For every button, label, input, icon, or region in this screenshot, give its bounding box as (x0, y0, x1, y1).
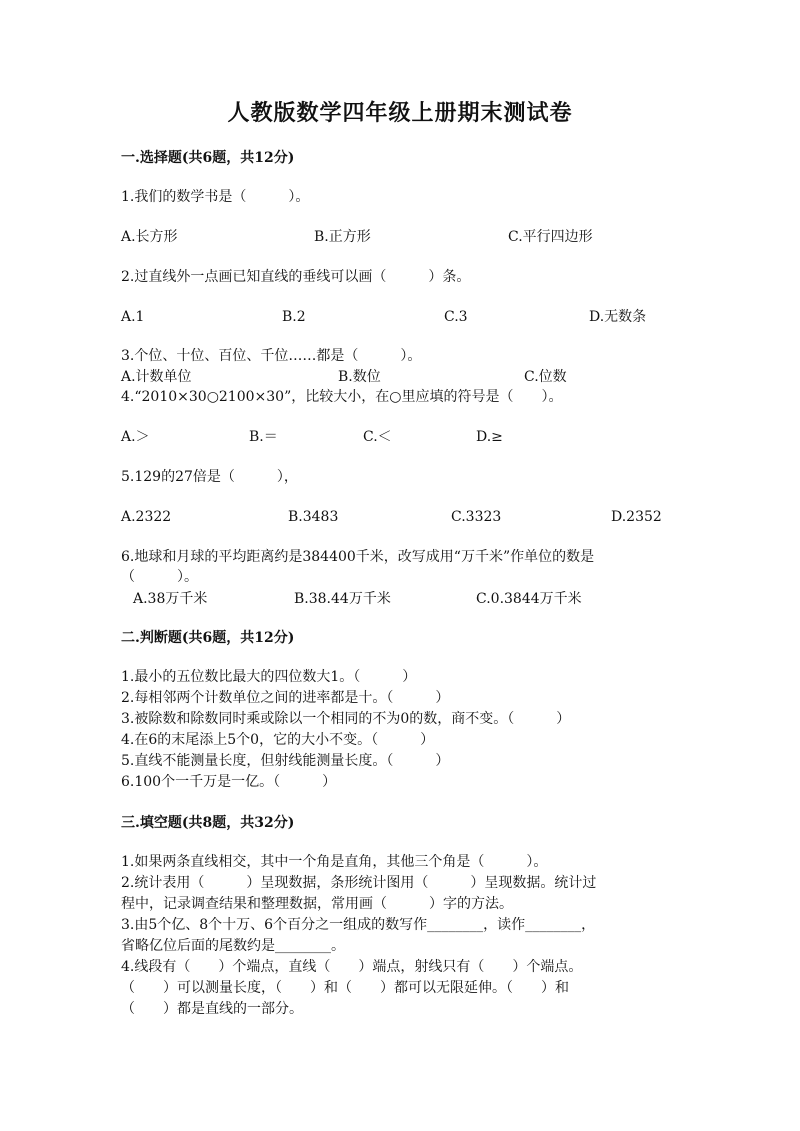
question-stem: 4.“2010×30○2100×30”，比较大小，在○里应填的符号是（ ）。 (121, 389, 563, 405)
option: A.1 (121, 309, 145, 325)
option: C.0.3844万千米 (476, 591, 582, 607)
fill-blank-line: 4.线段有（ ）个端点，直线（ ）端点，射线只有（ ）个端点。 (121, 959, 583, 975)
option: C.＜ (363, 429, 392, 445)
question-stem: 3.个位、十位、百位、千位……都是（ ）。 (121, 348, 422, 364)
option: A.计数单位 (121, 369, 192, 385)
option: D.≥ (476, 429, 503, 445)
option: B.2 (282, 309, 306, 325)
question-stem: 5.129的27倍是（ ）， (121, 469, 298, 485)
judgement-item: 1.最小的五位数比最大的四位数大1。（ ） (121, 669, 417, 685)
judgement-item: 3.被除数和除数同时乘或除以一个相同的不为0的数，商不变。（ ） (121, 711, 571, 727)
judgement-item: 2.每相邻两个计数单位之间的进率都是十。（ ） (121, 690, 450, 706)
judgement-item: 5.直线不能测量长度，但射线能测量长度。（ ） (121, 753, 450, 769)
question-stem-continued: （ ）。 (121, 569, 198, 585)
question-stem: 2.过直线外一点画已知直线的垂线可以画（ ）条。 (121, 269, 471, 285)
option: B.＝ (249, 429, 278, 445)
question-stem: 6.地球和月球的平均距离约是384400千米，改写成用“万千米”作单位的数是 (121, 549, 595, 565)
option: D.无数条 (589, 309, 647, 325)
section-heading-choice: 一.选择题(共6题，共12分) (121, 150, 295, 166)
option: C.位数 (524, 369, 567, 385)
fill-blank-line: 2.统计表用（ ）呈现数据，条形统计图用（ ）呈现数据。统计过 (121, 875, 597, 891)
judgement-item: 4.在6的末尾添上5个0，它的大小不变。（ ） (121, 732, 435, 748)
option: B.数位 (338, 369, 381, 385)
option: B.3483 (288, 509, 339, 525)
question-stem: 1.我们的数学书是（ ）。 (121, 189, 310, 205)
fill-blank-line: （ ）都是直线的一部分。 (121, 1001, 303, 1017)
page-title: 人教版数学四年级上册期末测试卷 (227, 100, 573, 126)
option: A.2322 (121, 509, 172, 525)
option: C.平行四边形 (508, 229, 593, 245)
judgement-item: 6.100个一千万是一亿。（ ） (121, 774, 337, 790)
option: A.长方形 (121, 229, 178, 245)
option: D.2352 (611, 509, 662, 525)
option: C.3323 (451, 509, 502, 525)
fill-blank-line: 省略亿位后面的尾数约是________。 (121, 938, 345, 954)
option: B.38.44万千米 (294, 591, 391, 607)
fill-blank-line: 程中，记录调查结果和整理数据，常用画（ ）字的方法。 (121, 896, 513, 912)
option: A.38万千米 (133, 591, 208, 607)
fill-blank-line: 3.由5个亿、8个十万、6个百分之一组成的数写作________，读作________， (121, 917, 596, 933)
option: B.正方形 (314, 229, 371, 245)
section-heading-judgement: 二.判断题(共6题，共12分) (121, 630, 295, 646)
option: A.＞ (121, 429, 150, 445)
fill-blank-line: 1.如果两条直线相交，其中一个角是直角，其他三个角是（ ）。 (121, 854, 548, 870)
fill-blank-line: （ ）可以测量长度，（ ）和（ ）都可以无限延伸。（ ）和 (121, 980, 569, 996)
option: C.3 (444, 309, 468, 325)
section-heading-fill-blank: 三.填空题(共8题，共32分) (121, 815, 295, 831)
